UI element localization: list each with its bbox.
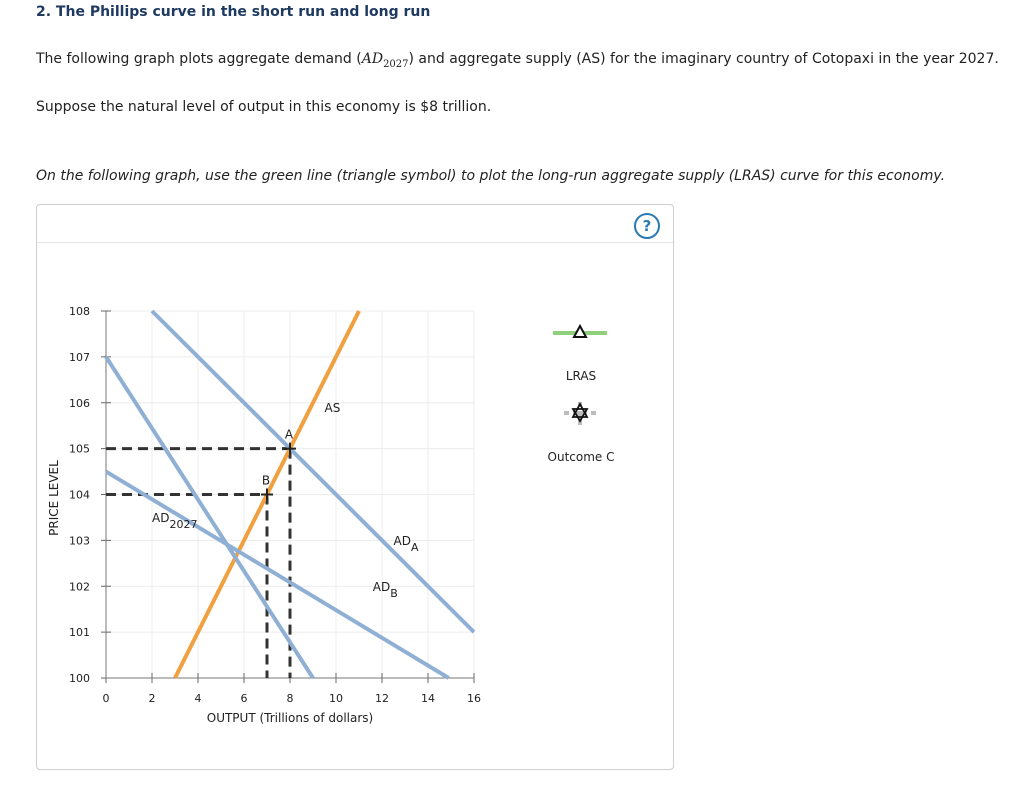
chart-labels [152, 401, 419, 600]
x-tick-label: 8 [286, 692, 294, 705]
y-tick-label: 108 [69, 305, 90, 318]
y-tick-label: 107 [69, 350, 90, 364]
x-tick-label: 16 [467, 692, 481, 705]
curve-adb [106, 472, 449, 678]
curve-label-adb: ADB [372, 579, 398, 600]
intro-paragraph: The following graph plots aggregate demand $(AD_{2027})$ and aggregate supply (AS) for the imaginary country of Cotopaxi in the year 2027. [36, 51, 999, 70]
y-tick-label: 100 [69, 672, 90, 685]
point-label-a: A [284, 427, 294, 442]
instruction-text: On the following graph, use the green line (triangle symbol) to plot the long-run aggregate supply (LRAS) curve for this economy. [36, 168, 946, 184]
lras-tool[interactable] [553, 326, 607, 337]
x-axis-label: OUTPUT (Trillions of dollars) [206, 711, 374, 725]
help-icon[interactable]: ? [634, 213, 660, 239]
curve-ada [152, 311, 474, 632]
x-tick-label: 4 [194, 692, 202, 705]
y-axis-label: PRICE LEVEL [47, 460, 61, 536]
y-tick-label: 103 [69, 534, 90, 548]
ad-math: $AD_{2027}$ [361, 51, 409, 70]
y-tick-label: 106 [69, 396, 90, 410]
point-label-b: B [261, 473, 271, 488]
x-tick-label: 10 [329, 692, 343, 705]
y-tick-label: 101 [69, 626, 90, 640]
natural-output-paragraph: Suppose the natural level of output in this economy is $8 trillion. [36, 99, 492, 115]
question-title: 2. The Phillips curve in the short run and long run [36, 4, 431, 20]
curve-label-ad2027: AD2027 [152, 511, 198, 532]
lras-label: LRAS [565, 369, 597, 383]
x-tick-label: 2 [148, 692, 156, 705]
curve-ad2027 [106, 357, 313, 678]
x-tick-label: 12 [375, 692, 389, 705]
y-tick-label: 102 [69, 580, 90, 594]
curve-label-ada: ADA [393, 533, 419, 554]
outcome-c-tool[interactable] [564, 402, 596, 428]
chart-axes [69, 305, 481, 705]
x-tick-label: 6 [240, 692, 248, 705]
curve-label-as: AS [324, 400, 341, 415]
x-tick-label: 14 [421, 692, 435, 705]
y-tick-label: 105 [69, 442, 90, 456]
x-tick-label: 0 [102, 692, 110, 705]
outcome-c-label: Outcome C [547, 450, 615, 464]
y-tick-label: 104 [69, 488, 90, 502]
